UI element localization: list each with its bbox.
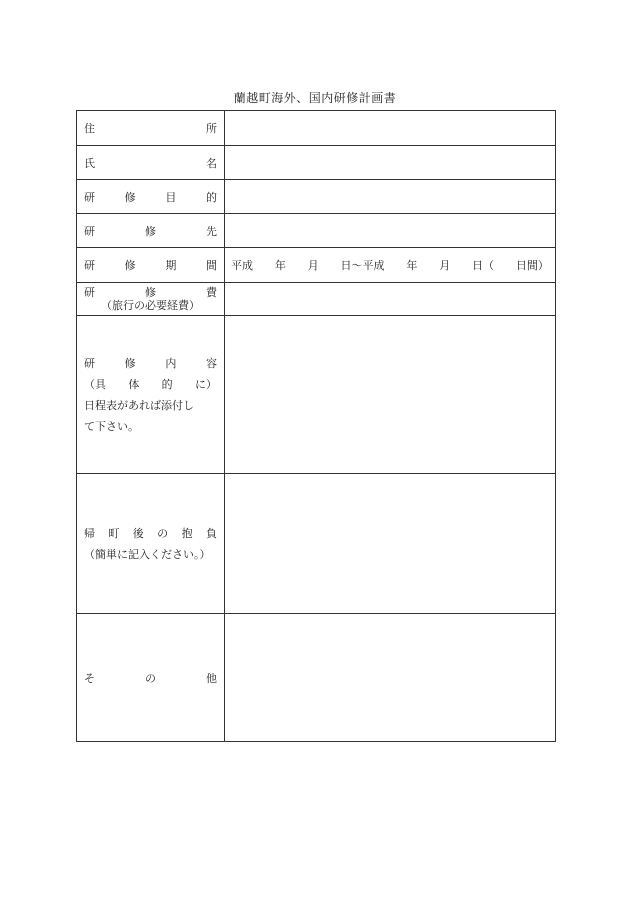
label-other (77, 614, 225, 742)
label-char: そ (84, 671, 95, 685)
label-aspiration (77, 474, 225, 614)
label-char: 的 (205, 190, 217, 204)
row-period (77, 248, 556, 283)
label-content-note: 日程表があれば添付し (84, 398, 194, 412)
label-char: 修 (124, 259, 136, 272)
row-content (77, 316, 556, 474)
label-char: に） (194, 377, 217, 391)
label-cost (77, 283, 225, 316)
purpose-field[interactable] (225, 180, 556, 214)
period-day-start: 日～平成 (340, 259, 385, 272)
label-char: 間 (205, 259, 217, 272)
label-char: 修 (145, 285, 156, 299)
row-cost (77, 283, 556, 316)
row-name (77, 146, 556, 180)
label-char: の (157, 526, 169, 540)
address-field[interactable] (225, 111, 556, 146)
label-char: 内 (165, 356, 177, 370)
label-char: 的 (161, 377, 173, 391)
label-char: 研 (84, 190, 95, 204)
label-char: 研 (84, 356, 95, 370)
label-char: 先 (206, 224, 217, 238)
training-plan-form (76, 110, 556, 742)
label-char: 修 (124, 190, 136, 204)
label-char: 負 (205, 526, 217, 540)
row-other (77, 614, 556, 742)
aspiration-field[interactable] (225, 474, 556, 614)
row-purpose (77, 180, 556, 214)
label-content-note: て下さい。 (84, 419, 139, 433)
label-char: 体 (128, 377, 140, 391)
label-purpose (77, 180, 225, 214)
period-days: 日間） (515, 259, 549, 272)
period-field[interactable] (225, 248, 556, 283)
label-char: 期 (165, 259, 177, 272)
label-char: 費 (206, 285, 217, 299)
label-address (77, 111, 225, 146)
label-char: 目 (165, 190, 177, 204)
other-field[interactable] (225, 614, 556, 742)
name-field[interactable] (225, 146, 556, 180)
label-cost-sub: （旅行の必要経費） (101, 298, 200, 312)
period-era-start: 平成 (231, 259, 253, 272)
label-char: 町 (108, 526, 120, 540)
label-period (77, 248, 225, 283)
label-name (77, 146, 225, 180)
label-char: 名 (206, 156, 217, 170)
destination-field[interactable] (225, 214, 556, 248)
label-char: 他 (206, 671, 217, 685)
content-field[interactable] (225, 316, 556, 474)
period-day-end: 日（ (472, 259, 495, 272)
label-char: 修 (145, 224, 156, 238)
label-char: 住 (84, 122, 95, 135)
label-char: 氏 (84, 156, 95, 170)
row-aspiration (77, 474, 556, 614)
label-char: 研 (84, 224, 95, 238)
label-char: 帰 (84, 526, 95, 540)
period-month-start: 月 (307, 259, 319, 272)
period-year-start: 年 (274, 259, 286, 272)
label-char: （具 (84, 377, 106, 391)
label-char: 抱 (181, 526, 193, 540)
period-year-end: 年 (406, 259, 418, 272)
page-title: 蘭越町海外、国内研修計画書 (233, 91, 397, 105)
label-char: 容 (205, 356, 217, 370)
label-char: 研 (84, 259, 95, 272)
label-char: 修 (124, 356, 136, 370)
period-month-end: 月 (439, 259, 451, 272)
label-char: の (145, 671, 156, 685)
label-char: 研 (84, 285, 95, 299)
label-aspiration-sub: （簡単に記入ください。） (84, 547, 211, 561)
label-char: 所 (206, 122, 217, 135)
row-address (77, 111, 556, 146)
row-destination (77, 214, 556, 248)
label-destination (77, 214, 225, 248)
label-char: 後 (132, 526, 144, 540)
label-content (77, 316, 225, 474)
cost-field[interactable] (225, 283, 556, 316)
